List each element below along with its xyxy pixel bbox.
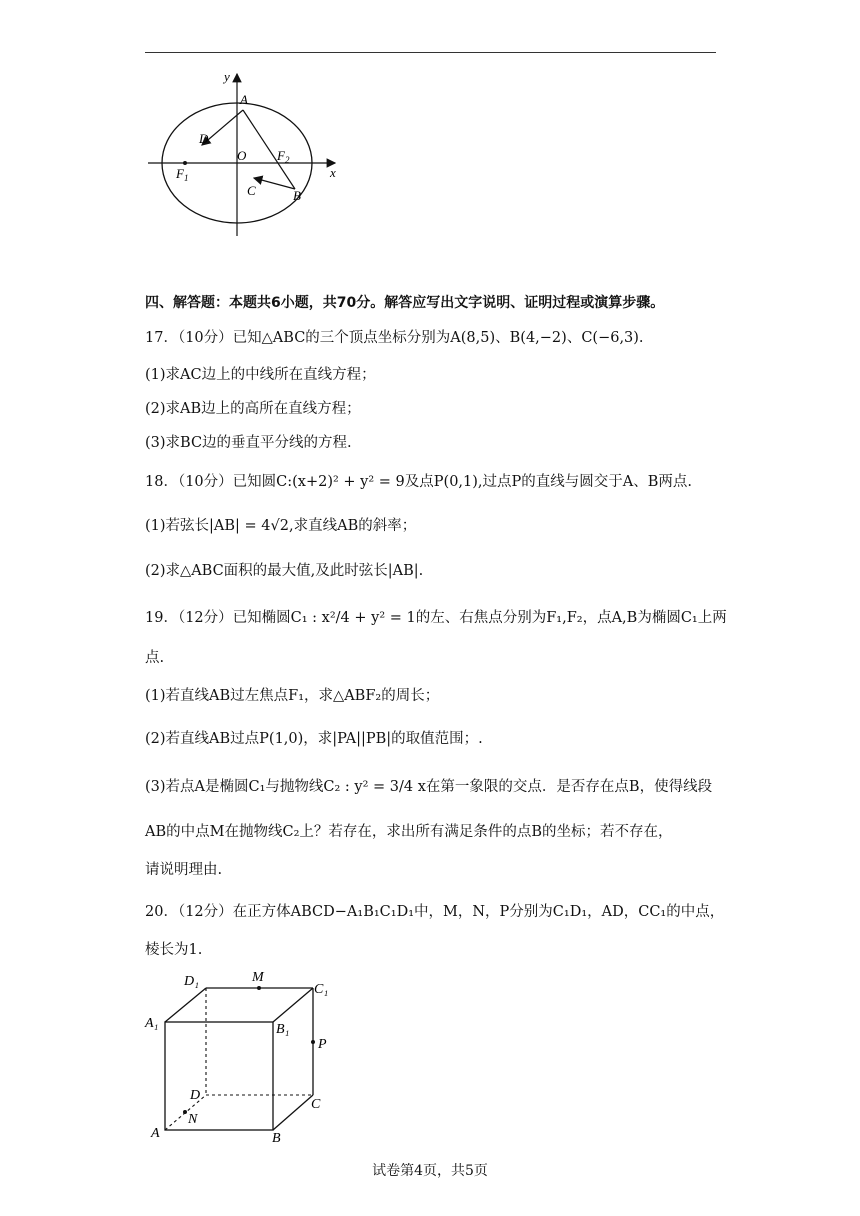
cube-front-face [165, 1022, 273, 1130]
q18-part1: (1)若弦长|AB| = 4√2,求直线AB的斜率； [145, 518, 417, 534]
q19-part3: (3)若点A是椭圆C₁与抛物线C₂ : y² = 3/4 x在第一象限的交点．是否存在点B，使得线段 [145, 779, 713, 795]
point-M [257, 986, 261, 990]
q19-stem-cont: 点. [145, 650, 165, 666]
q19-part1: (1)若直线AB过左焦点F₁，求△ABF₂的周长； [145, 688, 440, 704]
label-y: y [224, 69, 230, 84]
q17-part3: (3)求BC边的垂直平分线的方程. [145, 435, 352, 451]
label-D: D [199, 131, 209, 146]
q19-part2: (2)若直线AB过点P(1,0)，求|PA||PB|的取值范围；. [145, 731, 483, 747]
label-C: C [311, 1097, 321, 1112]
label-B: B [293, 188, 301, 203]
q20-stem-cont: 棱长为1. [145, 942, 203, 958]
label-A: A [151, 1126, 160, 1141]
label-M: M [252, 970, 264, 985]
q17-part2: (2)求AB边上的高所在直线方程； [145, 401, 361, 417]
segment-AB [243, 110, 295, 189]
q19-part3-cont: AB的中点M在抛物线C₂上？若存在，求出所有满足条件的点B的坐标；若不存在， [145, 824, 673, 840]
point-P [311, 1040, 315, 1044]
q17-part1: (1)求AC边上的中线所在直线方程； [145, 367, 376, 383]
page-footer: 试卷第4页，共5页 [372, 1163, 488, 1179]
q18-part2: (2)求△ABC面积的最大值,及此时弦长|AB|. [145, 563, 424, 579]
ellipse-figure [140, 68, 350, 240]
q20-stem: 20．（12分）在正方体ABCD−A₁B₁C₁D₁中，M，N，P分别为C₁D₁，AD，CC₁的中点， [145, 904, 725, 920]
label-B: B [272, 1131, 281, 1146]
label-C: C [247, 183, 256, 198]
point-N [183, 1110, 187, 1114]
label-F1: $F_1$ [176, 166, 189, 183]
label-D1: D₁ [184, 974, 199, 989]
label-x: x [330, 165, 336, 180]
label-N: N [188, 1112, 198, 1127]
label-A1: A₁ [145, 1016, 159, 1031]
label-C1: C₁ [314, 982, 329, 997]
label-B1: B₁ [276, 1022, 290, 1037]
q18-stem: 18．（10分）已知圆C:(x+2)² + y² = 9及点P(0,1),过点P的直线与圆交于A、B两点. [145, 474, 693, 490]
focus-F1 [183, 161, 187, 165]
header-rule [145, 52, 716, 53]
q19-part3-end: 请说明理由. [145, 862, 223, 878]
label-F2: $F_2$ [277, 148, 290, 165]
label-A: A [240, 92, 248, 107]
label-P: P [318, 1037, 327, 1052]
q17-stem: 17．（10分）已知△ABC的三个顶点坐标分别为A(8,5)、B(4,−2)、C(−6,3). [145, 330, 644, 346]
cube-figure [140, 965, 350, 1150]
label-D: D [190, 1088, 201, 1103]
section-4-title: 四、解答题：本题共6小题，共70分。解答应写出文字说明、证明过程或演算步骤。 [145, 295, 665, 311]
label-O: O [237, 148, 247, 163]
q19-stem: 19．（12分）已知椭圆C₁ : x²/4 + y² = 1的左、右焦点分别为F₁,F₂，点A,B为椭圆C₁上两 [145, 610, 727, 626]
